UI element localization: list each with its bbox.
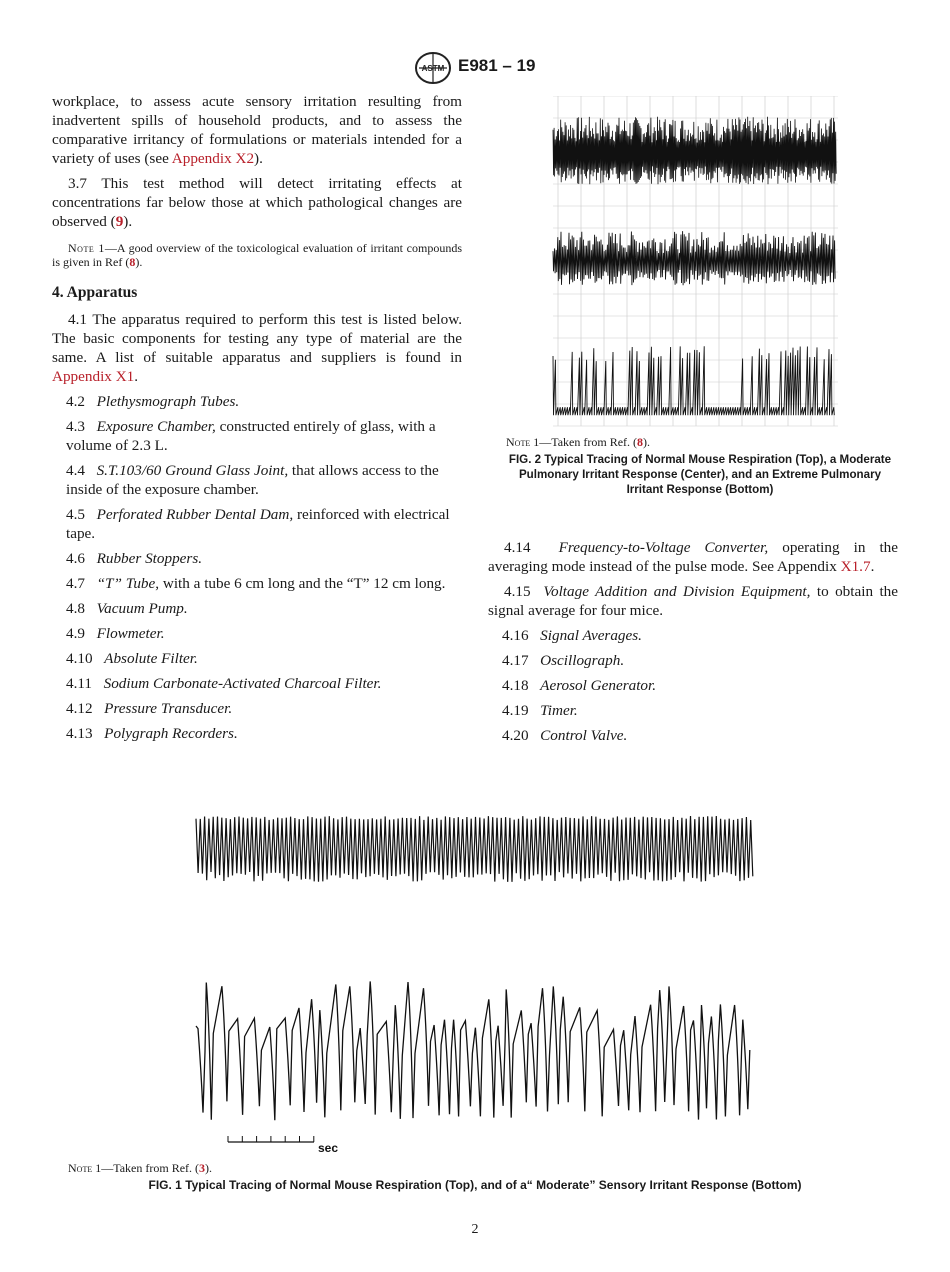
note-1: Note 1—A good overview of the toxicological evaluation of irritant compounds is given in Ref (8). — [52, 241, 462, 269]
figure-2-caption: FIG. 2 Typical Tracing of Normal Mouse Respiration (Top), a Moderate Pulmonary Irritant Response (Center), and an Extreme Pulmonary Irritant Response (Bottom) — [508, 453, 892, 496]
apparatus-item: 4.3 Exposure Chamber, constructed entirely of glass, with a volume of 2.3 L. — [66, 418, 436, 454]
paragraph-3-7: 3.7 This test method will detect irritating effects at concentrations far below those at which pathological changes are observed (9). — [52, 175, 462, 230]
paragraph-4-1: 4.1 The apparatus required to perform this test is listed below. The basic components for testing any type of material are the same. A list of suitable apparatus and suppliers is found in Appendix X1. — [52, 311, 462, 385]
ref-8-link[interactable]: 8 — [129, 255, 136, 269]
respiration-trace — [553, 117, 836, 185]
appendix-x1-link[interactable]: Appendix X1 — [52, 368, 135, 385]
right-column — [488, 538, 898, 751]
apparatus-item: 4.4 S.T.103/60 Ground Glass Joint, that allows access to the inside of the exposure chamber. — [66, 462, 439, 498]
apparatus-item: 4.11 Sodium Carbonate-Activated Charcoal Filter. — [66, 675, 382, 692]
left-column — [52, 92, 462, 749]
fig2-ref-8-link[interactable]: 8 — [637, 435, 644, 449]
respiration-trace — [553, 346, 834, 415]
x1-7-link[interactable]: X1.7 — [840, 558, 871, 575]
apparatus-item: 4.13 Polygraph Recorders. — [66, 725, 238, 742]
ref-9-link[interactable]: 9 — [115, 213, 124, 230]
apparatus-list-left — [52, 392, 462, 743]
respiration-trace — [553, 231, 835, 285]
apparatus-item: 4.16 Signal Averages. — [502, 627, 642, 644]
figure-2-tracings — [548, 96, 840, 430]
figure-1-tracings — [190, 796, 760, 1156]
apparatus-item: 4.17 Oscillograph. — [502, 652, 625, 669]
section-4-heading: 4. Apparatus — [52, 284, 138, 301]
fig1-ref-3-link[interactable]: 3 — [199, 1161, 206, 1175]
apparatus-item: 4.10 Absolute Filter. — [66, 650, 198, 667]
normal-respiration-trace — [196, 816, 753, 882]
time-scale-label: sec — [318, 1141, 339, 1155]
paragraph-4-14: 4.14 Frequency-to-Voltage Converter, operating in the averaging mode instead of the pulse mode. See Appendix X1.7. — [488, 539, 898, 575]
document-id: E981 – 19 — [458, 56, 536, 75]
apparatus-item: 4.18 Aerosol Generator. — [502, 677, 657, 694]
figure-1-note: Note 1—Taken from Ref. (3). — [68, 1161, 213, 1175]
appendix-x2-link[interactable]: Appendix X2 — [171, 150, 255, 167]
apparatus-list-right — [488, 626, 898, 745]
astm-logo — [414, 52, 452, 84]
figure-2-note: Note 1—Taken from Ref. (8). — [506, 435, 651, 449]
apparatus-item: 4.19 Timer. — [502, 702, 578, 719]
apparatus-item: 4.5 Perforated Rubber Dental Dam, reinforced with electrical tape. — [66, 506, 450, 542]
paragraph-3-6-continued: workplace, to assess acute sensory irritation resulting from inadvertent spills of household products, and to assess the comparative irritancy of formulations or materials intended for a variety of uses (see Appendix X2). — [52, 93, 462, 167]
logo-text: ASTM — [421, 64, 445, 73]
apparatus-item: 4.20 Control Valve. — [502, 727, 628, 744]
apparatus-item: 4.8 Vacuum Pump. — [66, 600, 188, 617]
apparatus-item: 4.9 Flowmeter. — [66, 625, 165, 642]
figure-1-caption: FIG. 1 Typical Tracing of Normal Mouse Respiration (Top), and of a“ Moderate” Sensory Irritant Response (Bottom) — [148, 1178, 802, 1192]
apparatus-item: 4.6 Rubber Stoppers. — [66, 550, 203, 567]
paragraph-4-15: 4.15 Voltage Addition and Division Equipment, to obtain the signal average for four mice. — [488, 583, 898, 619]
apparatus-item: 4.7 “T” Tube, with a tube 6 cm long and the “T” 12 cm long. — [66, 575, 446, 592]
apparatus-item: 4.12 Pressure Transducer. — [66, 700, 233, 717]
apparatus-item: 4.2 Plethysmograph Tubes. — [66, 393, 240, 410]
page-number: 2 — [471, 1222, 479, 1237]
sensory-irritant-trace — [196, 981, 750, 1120]
page-header — [0, 52, 950, 86]
